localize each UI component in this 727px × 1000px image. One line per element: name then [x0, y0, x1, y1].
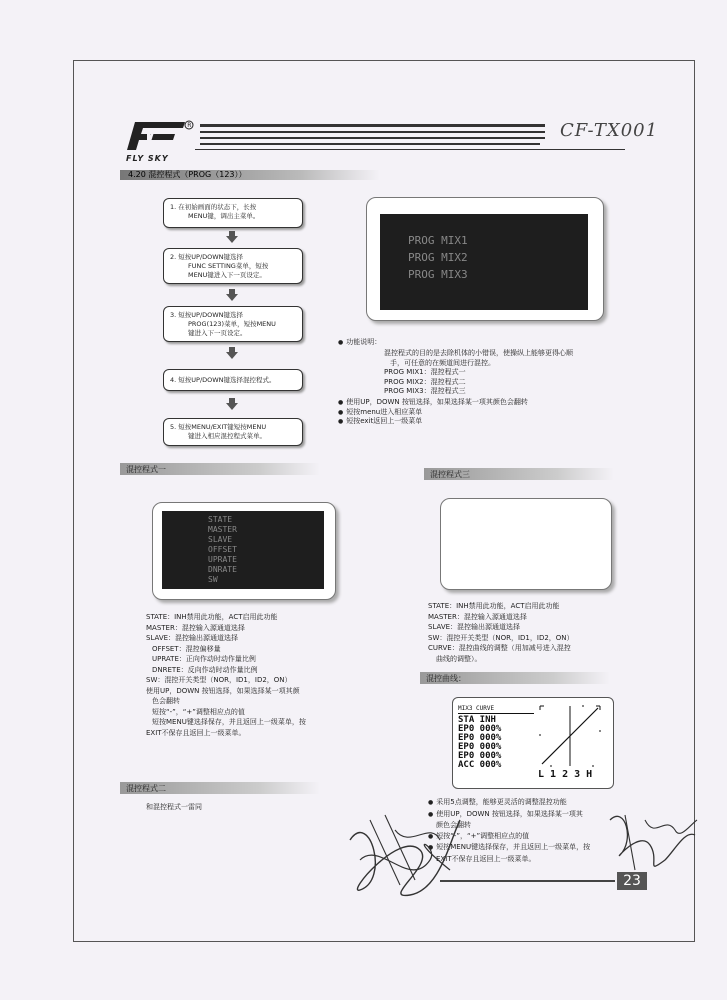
step-text: 3. 短按UP/DOWN键选择 — [170, 311, 244, 319]
section-title-bar — [120, 170, 380, 180]
desc-line: ● 短按“-”，“+”调整相应点的值 — [428, 831, 590, 843]
mix1-title-bar — [120, 463, 320, 475]
desc-line: 色会翻转 — [152, 697, 180, 705]
signature-scribble — [340, 800, 470, 910]
step-text: 5. 短按MENU/EXIT键短按MENU — [170, 423, 267, 431]
step-text: 1. 在初始画面的状态下，长按 — [170, 203, 257, 211]
desc-line: STATE：INH禁用此功能，ACT启用此功能 — [428, 602, 560, 610]
desc-line: DNRETE：反向作动时动作量比例 — [152, 665, 258, 674]
curve-row: EP0 000% — [458, 742, 502, 752]
desc-line: 颜色会翻转 — [436, 821, 471, 829]
desc-line: SW：混控开关类型（NOR，ID1，ID2，ON） — [428, 633, 574, 642]
lcd-line: STATE — [208, 515, 233, 524]
page-number: 23 — [617, 872, 647, 890]
header-line — [200, 137, 545, 139]
curve-row: EP0 000% — [458, 733, 502, 743]
curve-row: EP0 000% — [458, 751, 502, 761]
mix2-desc: 和混控程式一雷同 — [146, 803, 202, 811]
list-item: PROG MIX2：混控程式二 — [384, 377, 466, 386]
step-box — [163, 306, 303, 342]
step-text: 4. 短按UP/DOWN键选择混控程式。 — [170, 376, 276, 384]
header-line — [200, 124, 545, 127]
step-box — [163, 198, 303, 228]
para-line: 手，可任意的在频道间进行混控。 — [390, 358, 495, 367]
mix1-title: 混控程式一 — [126, 465, 166, 474]
mix3-title: 混控程式三 — [430, 470, 470, 479]
curve-title-bar — [420, 672, 610, 684]
lcd-line: PROG MIX3 — [408, 268, 468, 281]
desc-line: MASTER：混控输入源通道选择 — [428, 612, 527, 621]
section-title: 4.20 混控程式（PROG（123）） — [128, 170, 247, 179]
note-item: ● 使用UP，DOWN 按钮选择，如果选择某一项其颜色会翻转 — [338, 398, 528, 408]
desc-line: 短按“-”，“+”调整相应点的值 — [152, 707, 245, 716]
lcd-line: PROG MIX1 — [408, 234, 468, 247]
signature-scribble — [605, 800, 700, 880]
curve-row: STA INH — [458, 715, 496, 725]
mix3-desc — [428, 601, 574, 664]
step-box — [163, 369, 303, 391]
lcd-screen — [162, 511, 324, 589]
step-text: 键进入相应混控程式菜单。 — [188, 432, 266, 440]
mix3-title-bar — [424, 468, 614, 480]
curve-rows — [458, 716, 501, 770]
step-text: MENU键，调出主菜单。 — [188, 212, 260, 220]
lcd-line: DNRATE — [208, 565, 237, 574]
note-item: ● 短按menu进入相应菜单 — [338, 408, 528, 418]
lcd-line: MASTER — [208, 525, 237, 534]
mix2-title: 混控程式二 — [126, 784, 166, 793]
desc-line: SLAVE：混控输出源通道选择 — [146, 634, 239, 642]
function-desc-notes — [338, 398, 528, 427]
desc-line: ● 短按MENU键选择保存，并且返回上一级菜单，按 — [428, 842, 590, 854]
step-text: FUNC SETTING菜单，短按 — [188, 262, 269, 270]
desc-line: 曲线的调整）。 — [436, 654, 482, 663]
desc-line: STATE：INH禁用此功能，ACT启用此功能 — [146, 613, 278, 621]
svg-text:R: R — [187, 122, 192, 129]
down-arrow-icon — [226, 347, 238, 359]
function-desc-title: ● 功能说明： — [338, 338, 381, 348]
function-desc-items — [384, 368, 466, 397]
logo-brand-text: FLY SKY — [126, 154, 169, 163]
flysky-logo — [125, 120, 195, 154]
lcd-line: SW — [208, 575, 218, 584]
step-text: 键进入下一页设定。 — [188, 329, 247, 337]
step-text: 2. 短按UP/DOWN键选择 — [170, 253, 244, 261]
mix1-desc — [146, 612, 306, 738]
lcd-screen — [380, 214, 588, 310]
desc-line: OFFSET：混控偏移量 — [152, 644, 221, 653]
desc-line: ● 使用UP，DOWN 按钮选择，如果选择某一项其 — [428, 809, 590, 821]
curve-graph — [538, 704, 604, 770]
header-line — [200, 143, 540, 145]
curve-lcd-title: MIX3 CURVE — [458, 704, 534, 714]
desc-line: EXIT不保存且返回上一级菜单。 — [146, 728, 246, 737]
down-arrow-icon — [226, 289, 238, 301]
desc-line: 使用UP，DOWN 按钮选择，如果选择某一项其颜 — [146, 686, 300, 695]
lcd-line: PROG MIX2 — [408, 251, 468, 264]
para-line: 混控程式的目的是去除机体的小错误，使操纵上能够更得心顺 — [384, 349, 573, 357]
curve-lcd — [456, 702, 606, 782]
curve-title: 混控曲线： — [426, 674, 466, 683]
down-arrow-icon — [226, 398, 238, 410]
down-arrow-icon — [226, 231, 238, 243]
function-desc-para — [384, 349, 573, 368]
lcd-line: UPRATE — [208, 555, 237, 564]
list-item: PROG MIX1：混控程式一 — [384, 368, 466, 376]
step-box — [163, 418, 303, 446]
list-item: PROG MIX3：混控程式三 — [384, 387, 466, 395]
step-text: MENU键进入下一页设定。 — [188, 271, 266, 279]
desc-line: MASTER：混控输入源通道选择 — [146, 623, 245, 632]
step-text: PROG(123)菜单，短按MENU — [188, 320, 276, 328]
mix2-title-bar — [120, 782, 320, 794]
desc-line: CURVE：混控曲线的调整（用加减号进入混控 — [428, 644, 571, 652]
desc-line: SLAVE：混控输出源通道选择 — [428, 623, 521, 631]
header-line — [200, 131, 545, 133]
desc-line: EXIT不保存且返回上一级菜单。 — [436, 854, 536, 863]
curve-row: EP0 000% — [458, 724, 502, 734]
desc-line: ● 采用5点调整，能够更灵活的调整混控功能 — [428, 797, 590, 809]
footer-line — [440, 880, 615, 882]
desc-line: SW：混控开关类型（NOR，ID1，ID2，ON） — [146, 676, 292, 684]
blank-screen-frame — [440, 498, 612, 590]
step-box — [163, 248, 303, 284]
curve-row: ACC 000% — [458, 760, 502, 770]
desc-line: UPRATE：正向作动时动作量比例 — [152, 655, 256, 663]
lcd-line: SLAVE — [208, 535, 233, 544]
note-item: ● 短按exit返回上一级菜单 — [338, 417, 528, 427]
header-line — [195, 149, 625, 150]
desc-line: 短按MENU键选择保存，并且返回上一级菜单，按 — [152, 718, 306, 726]
model-name: CF-TX001 — [560, 120, 659, 141]
curve-axis-labels: L 1 2 3 H — [538, 769, 593, 780]
lcd-line: OFFSET — [208, 545, 237, 554]
